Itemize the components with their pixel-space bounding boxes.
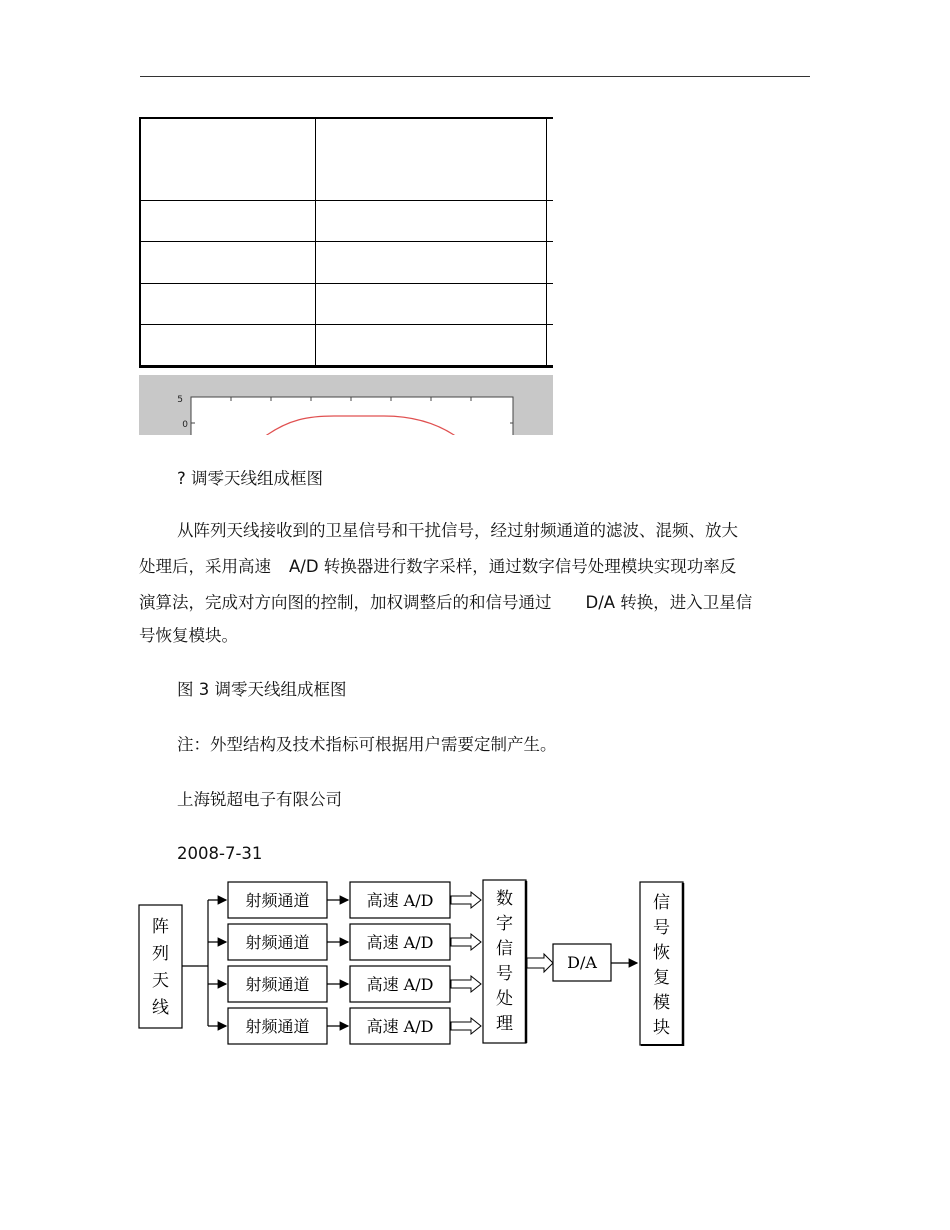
adc-block — [350, 924, 450, 960]
rf-channel-block — [228, 882, 327, 918]
header-rule — [140, 76, 810, 77]
adc-block — [350, 1008, 450, 1044]
recovery-label-char: 模 — [653, 993, 670, 1013]
note-text: 注：外型结构及技术指标可根据用户需要定制产生。 — [177, 735, 557, 754]
fanout-connector — [182, 900, 226, 1026]
y-tick-label: 0 — [182, 420, 188, 430]
adc-to-dsp-arrows — [451, 892, 481, 1034]
antenna-array-block — [139, 905, 182, 1028]
rf-channel-label: 射频通道 — [245, 891, 310, 910]
antenna-label-char: 阵 — [152, 917, 169, 937]
dsp-label-char: 字 — [496, 914, 513, 934]
antenna-label-char: 天 — [152, 971, 169, 991]
rf-channel-label: 射频通道 — [245, 975, 310, 994]
paragraph-fragment: D/A 转换，进入卫星信 — [585, 593, 753, 612]
table-row-divider — [139, 241, 553, 242]
recovery-label-char: 号 — [653, 918, 670, 938]
date-text: 2008-7-31 — [177, 844, 263, 863]
adc-label: 高速 A/D — [366, 1017, 434, 1036]
dsp-block — [483, 880, 526, 1043]
adc-label: 高速 A/D — [366, 891, 434, 910]
block-diagram-svg — [135, 876, 695, 1056]
figure-caption: 图 3 调零天线组成框图 — [177, 680, 347, 699]
signal-recovery-block — [640, 882, 684, 1046]
y-tick-label: 5 — [177, 395, 183, 405]
table-row-divider — [139, 324, 553, 325]
dac-block — [553, 944, 611, 981]
recovery-label-char: 块 — [653, 1018, 670, 1038]
paragraph-line — [139, 592, 752, 614]
paragraph-line: 从阵列天线接收到的卫星信号和干扰信号，经过射频通道的滤波、混频、放大 — [177, 521, 738, 540]
antenna-label-char: 列 — [152, 944, 169, 964]
adc-label: 高速 A/D — [366, 933, 434, 952]
dsp-label-char: 号 — [496, 964, 513, 984]
pattern-plot — [139, 375, 553, 435]
pattern-plot-svg — [139, 375, 553, 435]
recovery-label-char: 信 — [653, 893, 670, 913]
dsp-to-dac-arrow — [527, 954, 553, 972]
antenna-label-char: 线 — [152, 998, 169, 1018]
recovery-label-char: 恢 — [653, 943, 670, 963]
rf-channel-block — [228, 924, 327, 960]
block-diagram — [135, 876, 695, 1060]
paragraph-fragment: 处理后，采用高速 — [139, 557, 271, 576]
dsp-label-char: 数 — [496, 889, 513, 909]
rf-channel-label: 射频通道 — [245, 933, 310, 952]
rf-channel-block — [228, 1008, 327, 1044]
adc-block — [350, 882, 450, 918]
dsp-label-char: 理 — [496, 1014, 513, 1034]
table-left-border — [139, 117, 141, 368]
dsp-label-char: 处 — [496, 989, 513, 1009]
table-row-divider — [139, 283, 553, 284]
recovery-label-char: 复 — [653, 968, 670, 988]
dsp-label-char: 信 — [496, 939, 513, 959]
spec-table — [139, 117, 553, 368]
table-col-divider — [546, 117, 547, 368]
figure-caption-top: ? 调零天线组成框图 — [177, 469, 324, 488]
paragraph-line: 号恢复模块。 — [139, 626, 238, 645]
adc-block — [350, 966, 450, 1002]
dac-label: D/A — [567, 953, 597, 972]
paragraph-fragment: A/D 转换器进行数字采样，通过数字信号处理模块实现功率反 — [289, 557, 737, 576]
adc-label: 高速 A/D — [366, 975, 434, 994]
rf-channel-block — [228, 966, 327, 1002]
table-bottom-border — [139, 365, 553, 368]
table-row-divider — [139, 200, 553, 201]
rf-channel-label: 射频通道 — [245, 1017, 310, 1036]
paragraph-fragment: 演算法，完成对方向图的控制，加权调整后的和信号通过 — [139, 593, 552, 612]
rf-to-adc-arrows — [327, 900, 348, 1026]
company-name: 上海锐超电子有限公司 — [177, 790, 342, 809]
paragraph-line — [139, 556, 736, 578]
table-col-divider — [315, 117, 316, 368]
table-top-border — [139, 117, 553, 119]
